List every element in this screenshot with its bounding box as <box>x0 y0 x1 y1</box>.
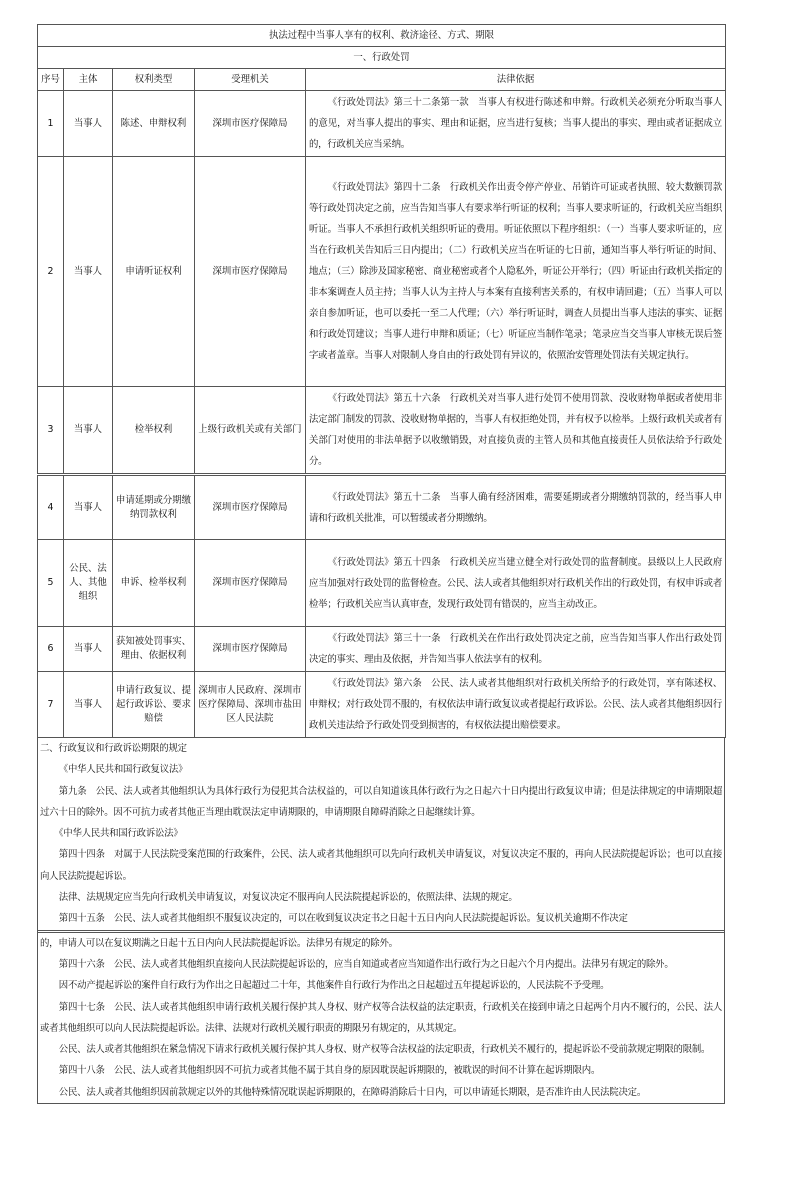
row-no: 1 <box>38 91 64 157</box>
row-right: 申请听证权利 <box>113 157 195 387</box>
law2-art47a: 第四十七条 公民、法人或者其他组织申请行政机关履行保护其人身权、财产权等合法权益的法定职责，行政机关在接到申请之日起两个月内不履行的，公民、法人或者其他组织可以向人民法院提起诉讼。法律、法规对行政机关履行职责的期限另有规定的，从其规定。 <box>40 1001 722 1034</box>
row-agency: 深圳市医疗保障局 <box>195 91 306 157</box>
law2-art47b: 公民、法人或者其他组织在紧急情况下请求行政机关履行保护其人身权、财产权等合法权益的法定职责，行政机关不履行的，提起诉讼不受前款规定期限的限制。 <box>58 1044 711 1056</box>
row-agency: 深圳市人民政府、深圳市医疗保障局、深圳市盐田区人民法院 <box>195 672 306 738</box>
section1-heading: 一、行政处罚 <box>38 47 726 69</box>
row-no: 5 <box>38 540 64 627</box>
row-basis <box>306 540 726 627</box>
row-no: 3 <box>38 387 64 475</box>
row-basis <box>306 672 726 738</box>
row-basis-text: 《行政处罚法》第六条 公民、法人或者其他组织对行政机关所给予的行政处罚，享有陈述权、申辩权；对行政处罚不服的，有权依法申请行政复议或者提起行政诉讼。公民、法人或者其他组织因行政机关违法给予行政处罚受到损害的，有权依法提出赔偿要求。 <box>309 678 722 731</box>
col-header-subject: 主体 <box>64 69 113 91</box>
row-subject: 公民、法人、其他组织 <box>64 540 113 627</box>
row-right: 陈述、申辩权利 <box>113 91 195 157</box>
law2-art44b: 法律、法规规定应当先向行政机关申请复议，对复议决定不服再向人民法院提起诉讼的，依照法律、法规的规定。 <box>58 892 518 904</box>
col-header-right: 权利类型 <box>113 69 195 91</box>
row-right: 检举权利 <box>113 387 195 475</box>
section2 <box>37 738 725 1104</box>
table-row <box>38 672 726 738</box>
law2-art46b: 因不动产提起诉讼的案件自行政行为作出之日起超过二十年，其他案件自行政行为作出之日起超过五年提起诉讼的，人民法院不予受理。 <box>58 980 610 992</box>
row-basis-text: 《行政处罚法》第五十六条 行政机关对当事人进行处罚不使用罚款、没收财物单据或者使用非法定部门制发的罚款、没收财物单据的，当事人有权拒绝处罚，并有权予以检举。上级行政机关或者有关部门对使用的非法单据予以收缴销毁，对直接负责的主管人员和其他直接责任人员依法给予行政处分。 <box>309 393 722 467</box>
rights-table <box>37 24 726 738</box>
table-row <box>38 157 726 387</box>
row-basis <box>306 387 726 475</box>
row-no: 7 <box>38 672 64 738</box>
table-row <box>38 91 726 157</box>
law2-art44a: 第四十四条 对属于人民法院受案范围的行政案件，公民、法人或者其他组织可以先向行政机关申请复议，对复议决定不服的，再向人民法院提起诉讼；也可以直接向人民法院提起诉讼。 <box>40 849 722 882</box>
page-title: 执法过程中当事人享有的权利、救济途径、方式、期限 <box>38 25 726 47</box>
row-no: 2 <box>38 157 64 387</box>
table-header <box>38 69 726 91</box>
row-basis <box>306 627 726 672</box>
law2-art48b: 公民、法人或者其他组织因前款规定以外的其他特殊情况耽误起诉期限的，在障碍消除后十日内，可以申请延长期限，是否准许由人民法院决定。 <box>58 1086 647 1098</box>
row-basis-text: 《行政处罚法》第五十二条 当事人确有经济困难，需要延期或者分期缴纳罚款的，经当事人申请和行政机关批准，可以暂缓或者分期缴纳。 <box>309 491 722 524</box>
row-right: 申请延期或分期缴纳罚款权利 <box>113 475 195 540</box>
row-subject: 当事人 <box>64 672 113 738</box>
table-row <box>38 540 726 627</box>
table-row <box>38 627 726 672</box>
row-basis-text: 《行政处罚法》第三十一条 行政机关在作出行政处罚决定之前，应当告知当事人作出行政处罚决定的事实、理由及依据，并告知当事人依法享有的权利。 <box>309 633 722 665</box>
col-header-agency: 受理机关 <box>195 69 306 91</box>
row-basis-text: 《行政处罚法》第三十二条第一款 当事人有权进行陈述和申辩。行政机关必须充分听取当事人的意见，对当事人提出的事实、理由和证据，应当进行复核；当事人提出的事实、理由或者证据成立的，行政机关应当采纳。 <box>309 97 722 150</box>
row-basis <box>306 157 726 387</box>
law2-art48a: 第四十八条 公民、法人或者其他组织因不可抗力或者其他不属于其自身的原因耽误起诉期限的，被耽误的时间不计算在起诉期限内。 <box>58 1065 601 1077</box>
row-agency: 深圳市医疗保障局 <box>195 157 306 387</box>
row-right: 申请行政复议、提起行政诉讼、要求赔偿 <box>113 672 195 738</box>
row-basis-text: 《行政处罚法》第四十二条 行政机关作出责令停产停业、吊销许可证或者执照、较大数额罚款等行政处罚决定之前，应当告知当事人有要求举行听证的权利；当事人要求听证的，行政机关应当组织听证。当事人不承担行政机关组织听证的费用。听证依照以下程序组织：（一）当事人要求听证的，应当在行政机关告知后三日内提出；（二）行政机关应当在听证的七日前，通知当事人举行听证的时间、地点；（三）除涉及国家秘密、商业秘密或者个人隐私外，听证公开举行；（四）听证由行政机关指定的非本案调查人员主持；当事人认为主持人与本案有直接利害关系的，有权申请回避；（五）当事人可以亲自参加听证，也可以委托一至二人代理；（六）举行听证时，调查人员提出当事人违法的事实、证据和行政处罚建议；当事人进行申辩和质证；（七）听证应当制作笔录；笔录应当交当事人审核无误后签字或者盖章。当事人对限制人身自由的行政处罚有异议的，依照治安管理处罚法有关规定执行。 <box>309 182 722 361</box>
law2-art45b: 的，申请人可以在复议期满之日起十五日内向人民法院提起诉讼。法律另有规定的除外。 <box>40 937 398 949</box>
row-basis-text: 《行政处罚法》第五十四条 行政机关应当建立健全对行政处罚的监督制度。县级以上人民政府应当加强对行政处罚的监督检查。公民、法人或者其他组织对行政机关作出的行政处罚，有权申诉或者检举；行政机关应当认真审查，发现行政处罚有错误的，应当主动改正。 <box>309 556 722 610</box>
law2-art45a: 第四十五条 公民、法人或者其他组织不服复议决定的，可以在收到复议决定书之日起十五日内向人民法院提起诉讼。复议机关逾期不作决定 <box>58 913 628 925</box>
row-agency: 深圳市医疗保障局 <box>195 627 306 672</box>
law1-art9: 第九条 公民、法人或者其他组织认为具体行政行为侵犯其合法权益的，可以自知道该具体行政行为之日起六十日内提出行政复议申请；但是法律规定的申请期限超过六十日的除外。因不可抗力或者其他正当理由耽误法定申请期限的，申请期限自障碍消除之日起继续计算。 <box>40 785 722 818</box>
row-subject: 当事人 <box>64 627 113 672</box>
row-no: 4 <box>38 475 64 540</box>
row-basis <box>306 475 726 540</box>
row-subject: 当事人 <box>64 387 113 475</box>
row-no: 6 <box>38 627 64 672</box>
table-row <box>38 475 726 540</box>
law2-art46a: 第四十六条 公民、法人或者其他组织直接向人民法院提起诉讼的，应当自知道或者应当知道作出行政行为之日起六个月内提出。法律另有规定的除外。 <box>58 958 674 970</box>
col-header-no: 序号 <box>38 69 64 91</box>
row-subject: 当事人 <box>64 157 113 387</box>
row-basis <box>306 91 726 157</box>
document <box>37 24 725 1104</box>
row-agency: 深圳市医疗保障局 <box>195 540 306 627</box>
section2-heading: 二、行政复议和行政诉讼期限的规定 <box>40 743 187 754</box>
law2-title: 《中华人民共和国行政诉讼法》 <box>54 828 183 840</box>
row-subject: 当事人 <box>64 475 113 540</box>
law1-title: 《中华人民共和国行政复议法》 <box>58 764 188 776</box>
row-right: 获知被处罚事实、理由、依据权利 <box>113 627 195 672</box>
row-subject: 当事人 <box>64 91 113 157</box>
table-row <box>38 387 726 475</box>
row-agency: 上级行政机关或有关部门 <box>195 387 306 475</box>
col-header-basis: 法律依据 <box>306 69 726 91</box>
page-break-border <box>38 930 724 954</box>
row-right: 申诉、检举权利 <box>113 540 195 627</box>
row-agency: 深圳市医疗保障局 <box>195 475 306 540</box>
